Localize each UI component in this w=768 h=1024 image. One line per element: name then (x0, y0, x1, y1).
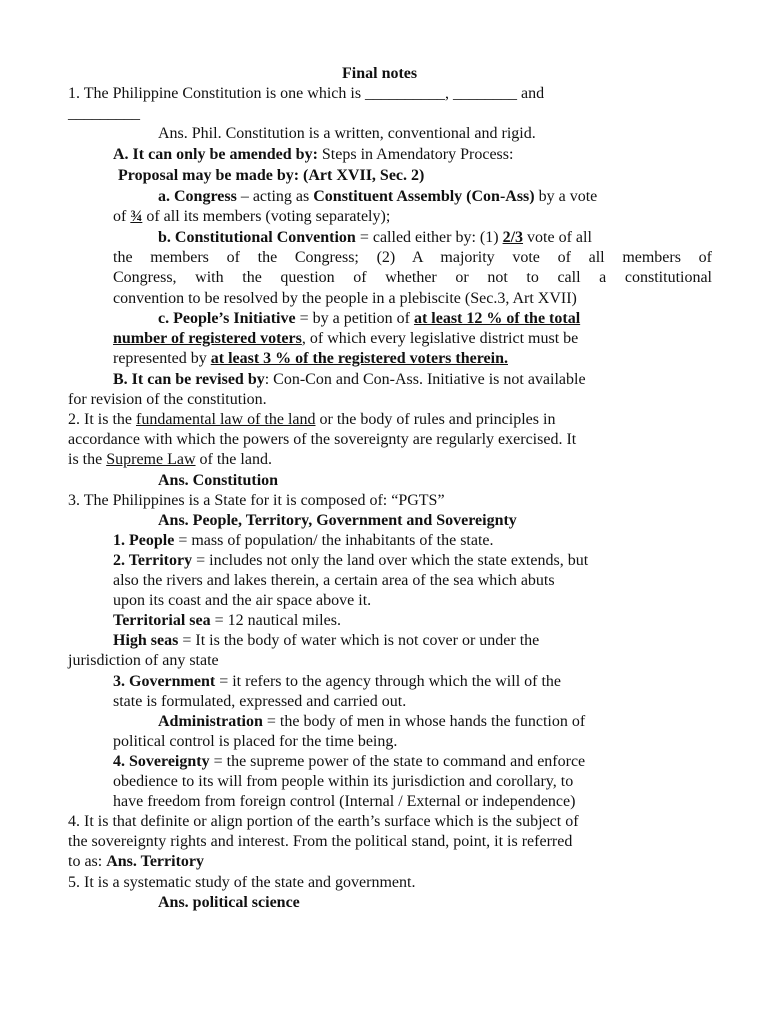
sovereignty-line-3: have freedom from foreign control (Internal / External or independence) (113, 793, 576, 810)
answer-3: Ans. People, Territory, Government and Sovereignty (158, 512, 517, 529)
territory-line-3: upon its coast and the air space above it. (113, 592, 372, 609)
administration-item: Administration = the body of men in whose hands the function of (158, 713, 586, 730)
page-title: Final notes (342, 65, 418, 82)
sovereignty-line-2: obedience to its will from people within its jurisdiction and corollary, to (113, 773, 574, 790)
amend-heading: A. It can only be amended by: Steps in Amendatory Process: (113, 146, 514, 163)
answer-1: Ans. Phil. Constitution is a written, conventional and rigid. (158, 125, 536, 142)
question-1-blank: _________ (68, 105, 140, 122)
convention-line-4: convention to be resolved by the people in a plebiscite (Sec.3, Art XVII) (113, 290, 577, 307)
answer-5: Ans. political science (158, 894, 300, 911)
initiative-line-2: number of registered voters, of which every legislative district must be (113, 330, 579, 347)
convention-item: b. Constitutional Convention = called either by: (1) 2/3 vote of all (158, 229, 592, 246)
congress-item: a. Congress – acting as Constituent Assembly (Con-Ass) by a vote (158, 188, 598, 205)
administration-line-2: political control is placed for the time being. (113, 733, 398, 750)
people-item: 1. People = mass of population/ the inhabitants of the state. (113, 532, 494, 549)
congress-item-cont: of ¾ of all its members (voting separately); (113, 208, 391, 225)
initiative-item: c. People’s Initiative = by a petition of at least 12 % of the total (158, 310, 581, 327)
answer-2: Ans. Constitution (158, 472, 279, 489)
initiative-line-3: represented by at least 3 % of the registered voters therein. (113, 350, 508, 367)
question-1: 1. The Philippine Constitution is one which is __________, ________ and (68, 85, 545, 102)
question-3: 3. The Philippines is a State for it is composed of: “PGTS” (68, 492, 445, 509)
question-4-line-3: to as: Ans. Territory (68, 853, 204, 870)
revise-line-2: for revision of the constitution. (68, 391, 267, 408)
question-2-line-3: is the Supreme Law of the land. (68, 451, 272, 468)
territory-line-2: also the rivers and lakes therein, a certain area of the sea which abuts (113, 572, 555, 589)
sovereignty-item: 4. Sovereignty = the supreme power of the state to command and enforce (113, 753, 586, 770)
question-2: 2. It is the fundamental law of the land or the body of rules and principles in (68, 411, 556, 428)
convention-line-3: Congress, with the question of whether or not to call a constitutional (113, 269, 712, 286)
question-5: 5. It is a systematic study of the state and government. (68, 874, 416, 891)
territorial-sea-item: Territorial sea = 12 nautical miles. (113, 612, 341, 629)
government-line-2: state is formulated, expressed and carried out. (113, 693, 407, 710)
proposal-heading: Proposal may be made by: (Art XVII, Sec. 2) (118, 167, 425, 184)
question-2-line-2: accordance with which the powers of the sovereignty are regularly exercised. It (68, 431, 577, 448)
territory-item: 2. Territory = includes not only the land over which the state extends, but (113, 552, 589, 569)
revise-heading: B. It can be revised by: Con-Con and Con-Ass. Initiative is not available (113, 371, 586, 388)
question-4: 4. It is that definite or align portion of the earth’s surface which is the subject of (68, 813, 579, 830)
high-seas-item: High seas = It is the body of water which is not cover or under the (113, 632, 540, 649)
question-4-line-2: the sovereignty rights and interest. From the political stand, point, it is referred (68, 833, 573, 850)
high-seas-line-2: jurisdiction of any state (68, 652, 219, 669)
government-item: 3. Government = it refers to the agency through which the will of the (113, 673, 562, 690)
convention-line-2: the members of the Congress; (2) A majority vote of all members of (113, 249, 712, 266)
